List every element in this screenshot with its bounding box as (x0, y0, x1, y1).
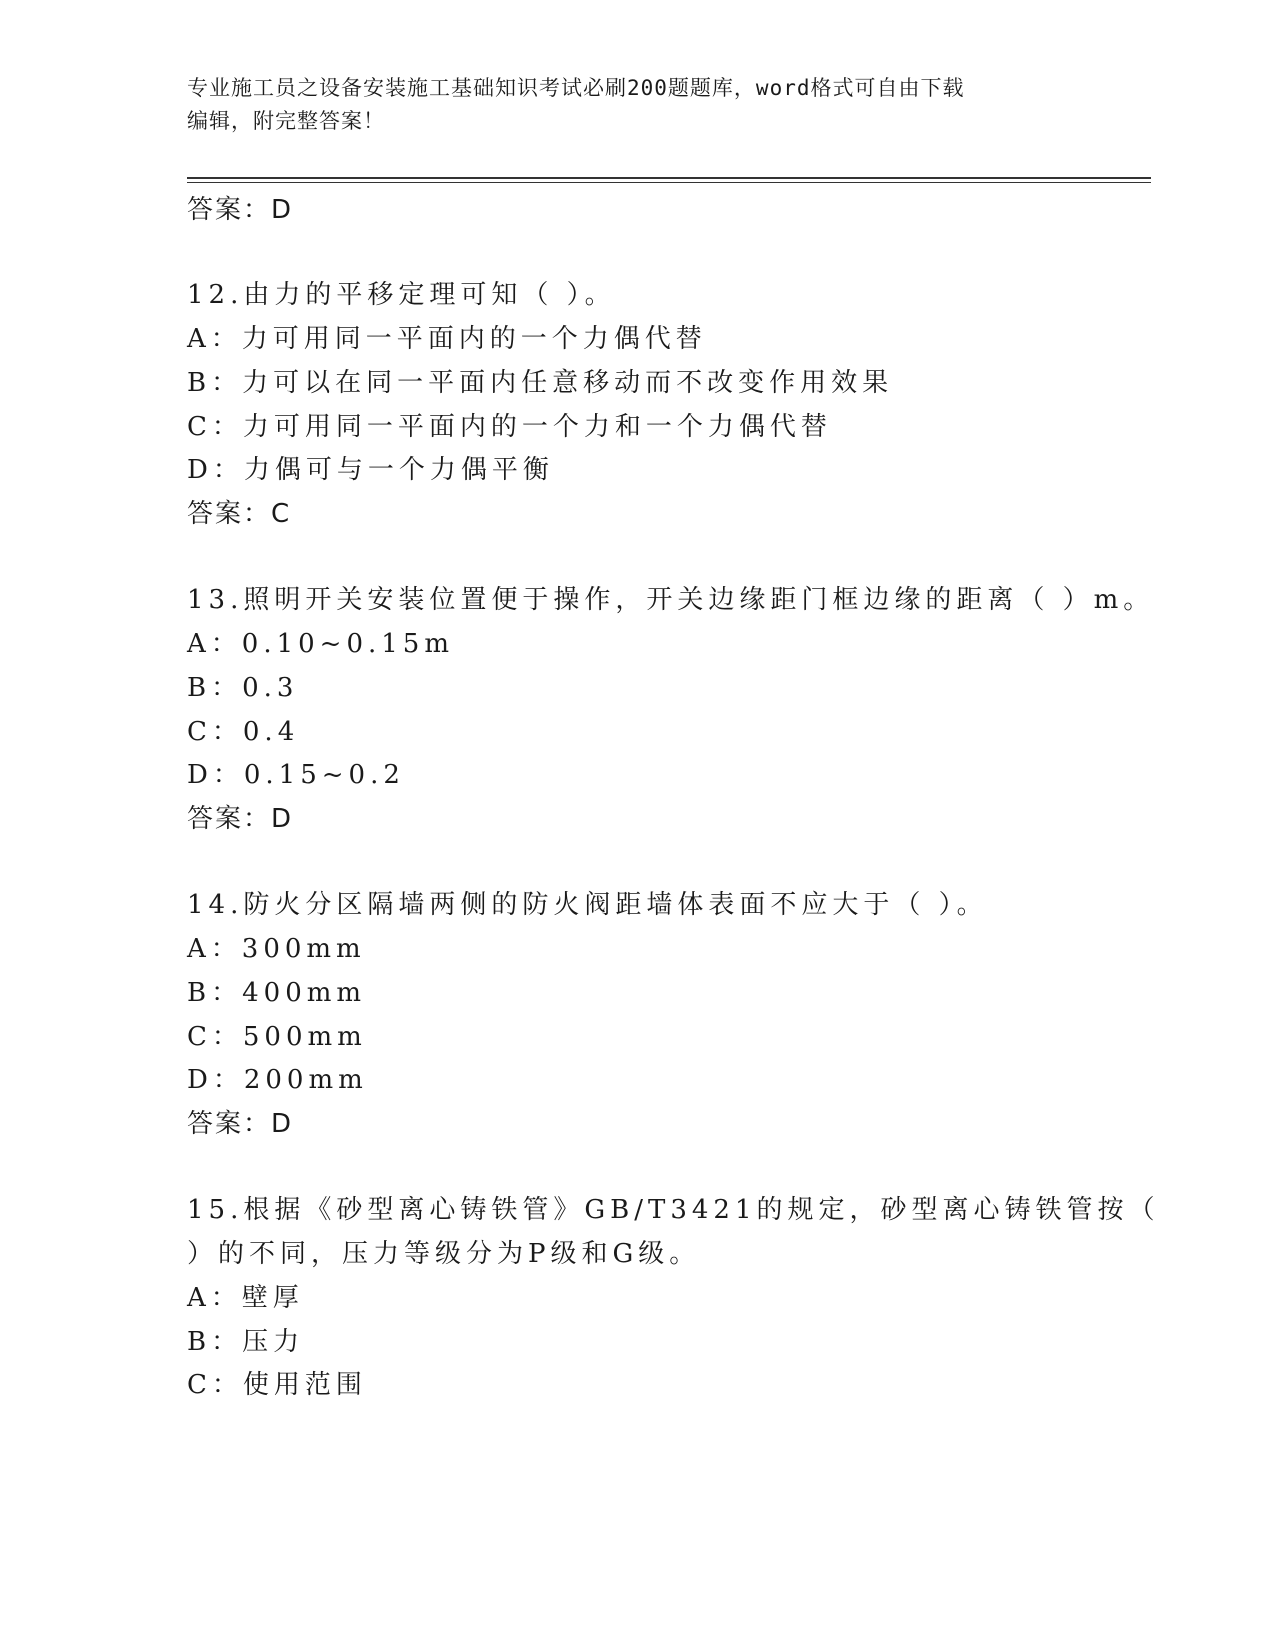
question-stem: 12.由力的平移定理可知（ ）。 (187, 280, 616, 310)
option-a: A：300mm (187, 934, 366, 964)
answer-label: 答案：D (187, 1109, 294, 1139)
option-c: C：500mm (187, 1022, 367, 1052)
answer-label: 答案：D (187, 804, 294, 834)
option-d: D：200mm (187, 1065, 368, 1095)
header-divider-thick (187, 177, 1151, 179)
question-stem: 13.照明开关安装位置便于操作，开关边缘距门框边缘的距离（ ）m。 (187, 585, 1155, 615)
page-header (187, 72, 1067, 138)
question-stem: 14.防火分区隔墙两侧的防火阀距墙体表面不应大于（ ）。 (187, 890, 988, 920)
option-a: A：0.10~0.15m (187, 629, 454, 659)
option-c: C：使用范围 (187, 1370, 367, 1400)
option-d: D：0.15~0.2 (187, 760, 405, 790)
option-a: A：壁厚 (187, 1283, 304, 1313)
option-b: B：0.3 (187, 673, 299, 703)
option-d: D：力偶可与一个力偶平衡 (187, 455, 554, 485)
answer-label: 答案：D (187, 195, 294, 225)
header-divider-thin (187, 182, 1151, 183)
option-b: B：力可以在同一平面内任意移动而不改变作用效果 (187, 368, 894, 398)
option-b: B：压力 (187, 1327, 305, 1357)
header-line-1: 专业施工员之设备安装施工基础知识考试必刷200题题库，word格式可自由下载 (187, 76, 965, 100)
option-c: C：0.4 (187, 717, 300, 747)
option-b: B：400mm (187, 978, 367, 1008)
question-stem-line-2: ）的不同，压力等级分为P级和G级。 (187, 1239, 701, 1269)
option-c: C：力可用同一平面内的一个力和一个力偶代替 (187, 412, 832, 442)
answer-label: 答案：C (187, 499, 292, 529)
option-a: A：力可用同一平面内的一个力偶代替 (187, 324, 707, 354)
question-stem-line-1: 15.根据《砂型离心铸铁管》GB/T3421的规定，砂型离心铸铁管按（ (187, 1195, 1160, 1225)
header-line-2: 编辑，附完整答案！ (187, 109, 385, 133)
